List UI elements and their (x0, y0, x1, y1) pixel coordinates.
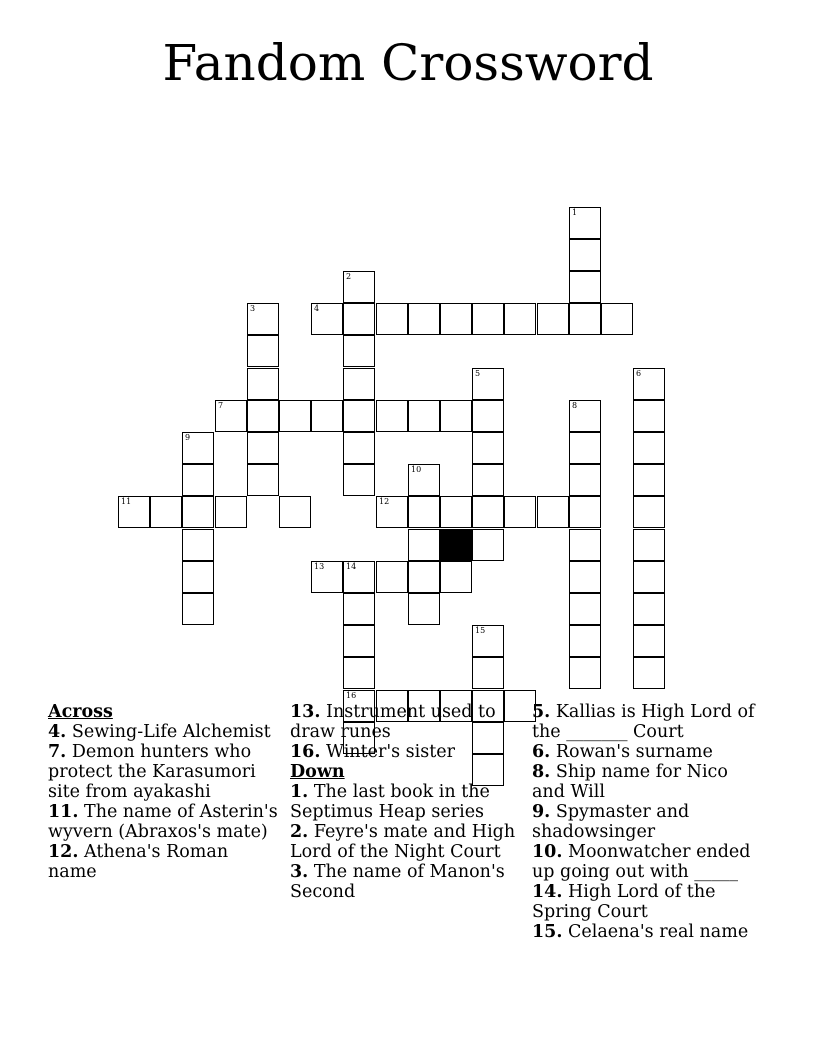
grid-cell[interactable] (569, 561, 601, 593)
grid-cell[interactable] (472, 625, 504, 657)
grid-cell[interactable] (150, 496, 182, 528)
cell-number: 3 (250, 304, 256, 313)
grid-cell[interactable] (569, 464, 601, 496)
grid-cell[interactable] (569, 657, 601, 689)
clue-across-13 (290, 702, 522, 742)
clue-across-16 (290, 742, 522, 762)
grid-cell[interactable] (408, 529, 440, 561)
grid-cell[interactable] (472, 432, 504, 464)
clue-across-12 (48, 842, 280, 882)
grid-cell[interactable] (633, 496, 665, 528)
grid-cell[interactable] (472, 400, 504, 432)
clue-text: Instrument used to draw runes (290, 702, 496, 742)
clues-column-2 (290, 702, 522, 902)
clue-text: Kallias is High Lord of the _______ Court (532, 702, 755, 742)
clue-text: The name of Asterin's wyvern (Abraxos's mate) (48, 802, 278, 842)
grid-cell[interactable] (504, 496, 536, 528)
grid-cell[interactable] (408, 593, 440, 625)
grid-cell[interactable] (343, 271, 375, 303)
clue-across-7 (48, 742, 280, 802)
clue-number: 12. (48, 842, 79, 862)
grid-cell[interactable] (569, 432, 601, 464)
grid-cell[interactable] (440, 400, 472, 432)
grid-cell[interactable] (182, 561, 214, 593)
cell-number: 7 (218, 401, 224, 410)
clue-text: The last book in the Septimus Heap series (290, 782, 490, 822)
grid-cell[interactable] (343, 368, 375, 400)
grid-cell[interactable] (376, 496, 408, 528)
cell-number: 11 (121, 497, 132, 506)
clue-down-9 (532, 802, 764, 842)
grid-cell[interactable] (343, 464, 375, 496)
cell-number: 1 (572, 208, 578, 217)
grid-cell[interactable] (279, 400, 311, 432)
cell-number: 8 (572, 401, 578, 410)
grid-cell[interactable] (569, 625, 601, 657)
clue-text: Feyre's mate and High Lord of the Night Court (290, 822, 516, 862)
clue-text: Demon hunters who protect the Karasumori site from ayakashi (48, 742, 256, 802)
grid-cell[interactable] (247, 368, 279, 400)
grid-cell[interactable] (311, 303, 343, 335)
grid-cell[interactable] (376, 561, 408, 593)
grid-cell[interactable] (633, 400, 665, 432)
grid-cell[interactable] (537, 496, 569, 528)
grid-cell[interactable] (247, 303, 279, 335)
clue-down-3 (290, 862, 522, 902)
clue-down-10 (532, 842, 764, 882)
clue-text: Athena's Roman name (48, 842, 229, 882)
clue-down-1 (290, 782, 522, 822)
grid-cell[interactable] (633, 529, 665, 561)
cell-number: 12 (379, 497, 390, 506)
grid-cell[interactable] (215, 400, 247, 432)
clue-number: 3. (290, 862, 309, 882)
clue-down-14 (532, 882, 764, 922)
grid-cell[interactable] (569, 303, 601, 335)
grid-cell[interactable] (279, 496, 311, 528)
grid-cell[interactable] (343, 657, 375, 689)
cell-number: 10 (411, 465, 422, 474)
grid-cell[interactable] (633, 593, 665, 625)
clue-number: 2. (290, 822, 309, 842)
grid-cell[interactable] (343, 593, 375, 625)
grid-cell[interactable] (408, 561, 440, 593)
clue-number: 16. (290, 742, 321, 762)
clue-number: 7. (48, 742, 67, 762)
grid-cell[interactable] (569, 400, 601, 432)
cell-number: 14 (346, 562, 357, 571)
grid-cell[interactable] (472, 529, 504, 561)
clue-text: Celaena's real name (568, 922, 749, 942)
grid-cell[interactable] (182, 529, 214, 561)
clue-number: 11. (48, 802, 79, 822)
clue-text: Winter's sister (326, 742, 455, 762)
clue-number: 14. (532, 882, 563, 902)
grid-cell[interactable] (440, 496, 472, 528)
grid-cell[interactable] (376, 303, 408, 335)
grid-cell[interactable] (633, 368, 665, 400)
grid-cell[interactable] (472, 303, 504, 335)
grid-cell[interactable] (569, 529, 601, 561)
grid-cell[interactable] (569, 271, 601, 303)
grid-cell[interactable] (408, 303, 440, 335)
grid-cell[interactable] (343, 561, 375, 593)
grid-cell[interactable] (311, 561, 343, 593)
clue-text: High Lord of the Spring Court (532, 882, 716, 922)
cell-number: 9 (185, 433, 191, 442)
clue-number: 1. (290, 782, 309, 802)
clue-text: Spymaster and shadowsinger (532, 802, 690, 842)
across-header: Across (48, 702, 113, 722)
clue-across-4 (48, 722, 280, 742)
grid-cell[interactable] (408, 400, 440, 432)
clue-text: The name of Manon's Second (290, 862, 505, 902)
grid-cell[interactable] (343, 303, 375, 335)
clue-down-6 (532, 742, 764, 762)
grid-cell[interactable] (633, 625, 665, 657)
clue-down-8 (532, 762, 764, 802)
black-cell (440, 529, 472, 561)
cell-number: 13 (314, 562, 325, 571)
clue-number: 15. (532, 922, 563, 942)
clue-across-11 (48, 802, 280, 842)
cell-number: 5 (475, 369, 481, 378)
grid-cell[interactable] (601, 303, 633, 335)
grid-cell[interactable] (343, 625, 375, 657)
grid-cell[interactable] (182, 432, 214, 464)
clue-text: Ship name for Nico and Will (532, 762, 728, 802)
cell-number: 2 (346, 272, 352, 281)
grid-cell[interactable] (215, 496, 247, 528)
grid-cell[interactable] (472, 496, 504, 528)
grid-cell[interactable] (408, 464, 440, 496)
grid-cell[interactable] (472, 657, 504, 689)
grid-cell[interactable] (182, 593, 214, 625)
clue-number: 8. (532, 762, 551, 782)
grid-cell[interactable] (182, 464, 214, 496)
clue-down-5 (532, 702, 764, 742)
grid-cell[interactable] (569, 207, 601, 239)
grid-cell[interactable] (633, 561, 665, 593)
clue-text: Sewing-Life Alchemist (71, 722, 271, 742)
grid-cell[interactable] (118, 496, 150, 528)
clue-number: 10. (532, 842, 563, 862)
clue-number: 6. (532, 742, 551, 762)
grid-cell[interactable] (569, 239, 601, 271)
clue-number: 9. (532, 802, 551, 822)
clue-down-2 (290, 822, 522, 862)
cell-number: 16 (346, 691, 357, 700)
grid-cell[interactable] (408, 496, 440, 528)
page-title: Fandom Crossword (162, 34, 654, 92)
grid-cell[interactable] (633, 432, 665, 464)
grid-cell[interactable] (440, 303, 472, 335)
grid-cell[interactable] (343, 432, 375, 464)
clue-text: Rowan's surname (555, 742, 713, 762)
grid-cell[interactable] (633, 464, 665, 496)
grid-cell[interactable] (311, 400, 343, 432)
cell-number: 6 (636, 369, 642, 378)
clue-down-15 (532, 922, 764, 942)
grid-cell[interactable] (343, 335, 375, 367)
grid-cell[interactable] (569, 593, 601, 625)
grid-cell[interactable] (569, 496, 601, 528)
grid-cell[interactable] (472, 368, 504, 400)
grid-cell[interactable] (247, 400, 279, 432)
grid-cell[interactable] (440, 561, 472, 593)
cell-number: 15 (475, 626, 486, 635)
cell-number: 4 (314, 304, 320, 313)
grid-cell[interactable] (472, 464, 504, 496)
clue-text: Moonwatcher ended up going out with _____ (532, 842, 751, 882)
grid-cell[interactable] (247, 432, 279, 464)
grid-cell[interactable] (247, 335, 279, 367)
grid-cell[interactable] (504, 303, 536, 335)
clue-number: 5. (532, 702, 551, 722)
grid-cell[interactable] (537, 303, 569, 335)
clue-number: 13. (290, 702, 321, 722)
down-header: Down (290, 762, 345, 782)
clues-column-1 (48, 702, 280, 882)
clue-number: 4. (48, 722, 67, 742)
grid-cell[interactable] (182, 496, 214, 528)
grid-cell[interactable] (247, 464, 279, 496)
grid-cell[interactable] (343, 400, 375, 432)
grid-cell[interactable] (633, 657, 665, 689)
clues-column-3 (532, 702, 764, 942)
grid-cell[interactable] (376, 400, 408, 432)
